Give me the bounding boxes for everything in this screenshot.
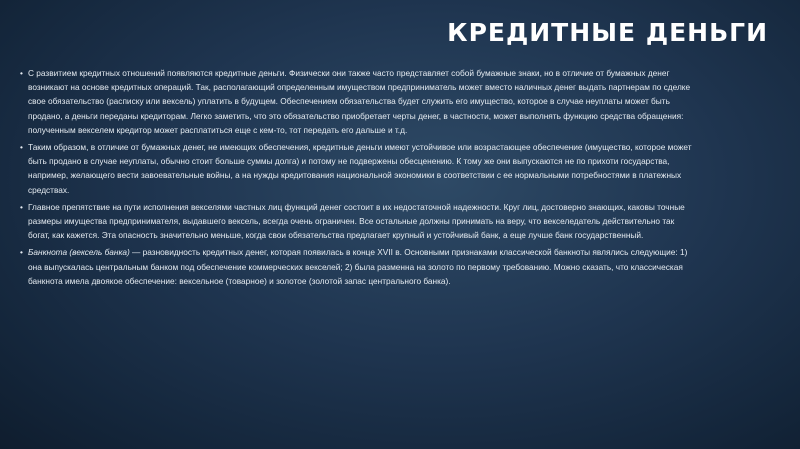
bullet-text: — разновидность кредитных денег, которая появилась в конце XVII в. Основными признаками классической банкноты являлись следующие: 1) она выпускалась центральным банком под обеспечение коммерческих векселей; 2) была разменна на золото по первому требованию. Можно сказать, что классическая банкнота имела двоякое обеспечение: вексельное (товарное) и золотое (золотой запас центрального банка). bbox=[28, 247, 688, 286]
bullet-paragraph bbox=[20, 140, 692, 197]
bullet-term: Банкнота (вексель банка) bbox=[28, 247, 130, 258]
bullet-paragraph bbox=[20, 245, 692, 288]
bullet-paragraph bbox=[20, 66, 692, 137]
bullet-text: Таким образом, в отличие от бумажных денег, не имеющих обеспечения, кредитные деньги имеют устойчивое или возрастающее обеспечение (имущество, которое может быть продано в случае неуплаты, обычно стоит больше суммы долга) и потому не подвержены обесценению. К тому же они выпускаются не по прихоти государства, например, желающего вести завоевательные войны, а на нужды кредитования национальной экономики в соответствии с ее нормальными потребностями в платежных средствах. bbox=[28, 142, 692, 195]
bullet-paragraph bbox=[20, 200, 692, 243]
slide-content bbox=[20, 66, 692, 291]
bullet-text: Главное препятствие на пути исполнения векселями частных лиц функций денег состоит в их недостаточной надежности. Круг лиц, достоверно знающих, каковы точные размеры имущества предпринимателя, выдавшего вексель, всегда очень ограничен. Все остальные должны принимать на веру, что векселедатель действительно так богат, как кажется. Эта опасность значительно меньше, когда свои обязательства предлагает крупный и устойчивый банк, а еще лучше банк государственный. bbox=[28, 201, 685, 241]
bullet-text: С развитием кредитных отношений появляются кредитные деньги. Физически они также часто представляет собой бумажные знаки, но в отличие от бумажных денег возникают на основе кредитных операций. Так, располагающий определенным имуществом предприниматель может вместо наличных денег выдать партнерам по сделке свое обязательство (расписку или вексель) уплатить в будущем. Обеспечением обязательства будет служить его имущество, которое в случае неуплаты может быть продано, а деньги переданы кредиторам. Легко заметить, что это обязательство приобретает черты денег, в частности, может выполнять функцию средства обращения: полученным векселем кредитор может расплатиться еще с кем-то, тот передать его дальше и т.д. bbox=[28, 68, 691, 135]
slide-title: КРЕДИТНЫЕ ДЕНЬГИ bbox=[447, 18, 768, 47]
